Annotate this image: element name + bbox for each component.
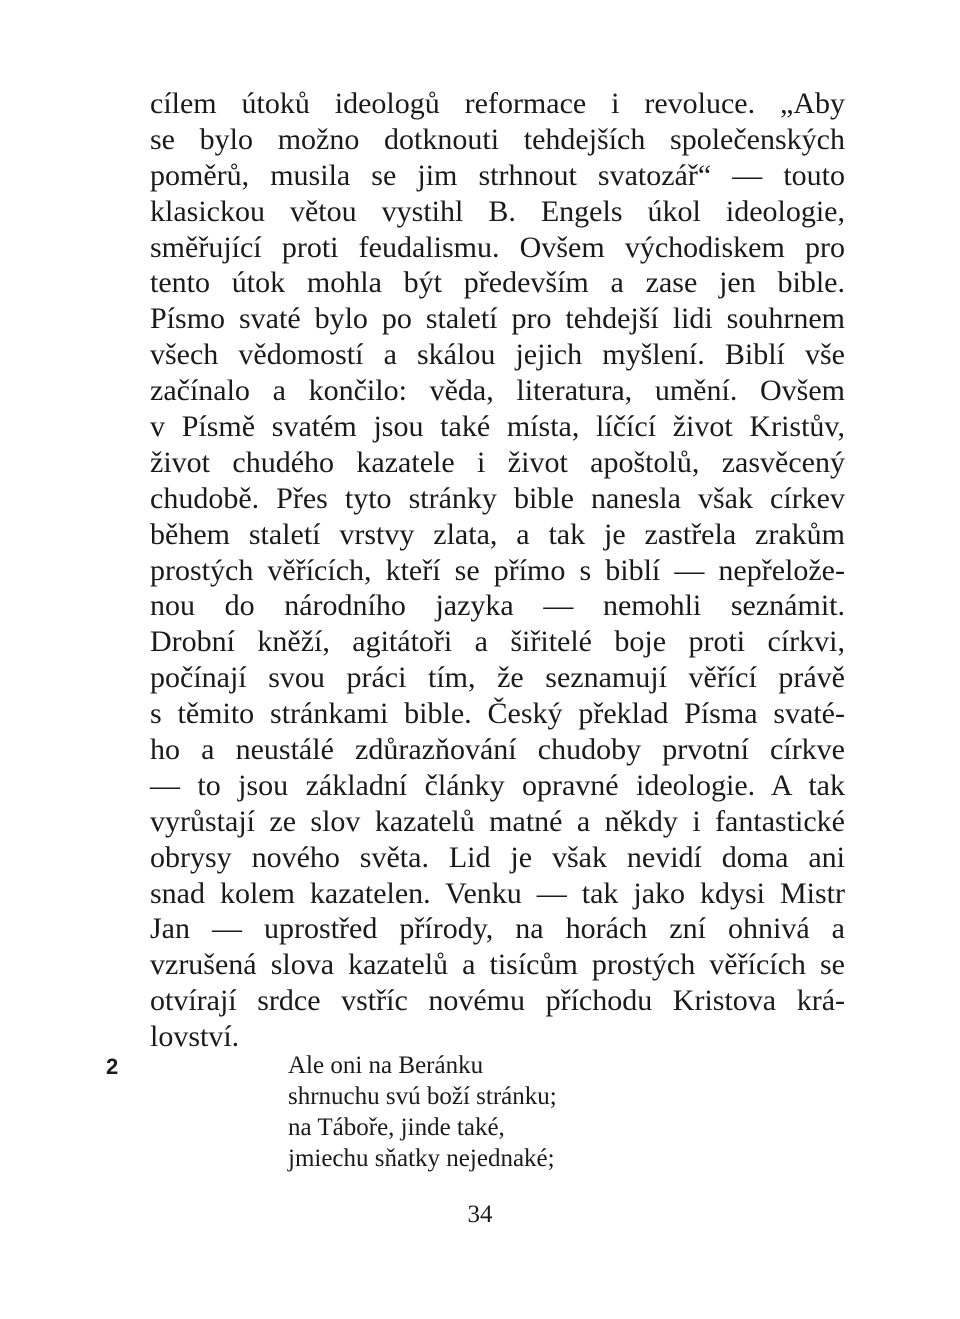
text-line: prostých věřících, kteří se přímo s biblí — nepřelože-	[150, 553, 845, 587]
text-line: počínají svou práci tím, že seznamují věřící právě	[150, 661, 845, 695]
text-line: cílem útoků ideologů reformace i revoluce. „Aby	[150, 87, 845, 120]
page-number: 34	[467, 1201, 493, 1228]
text-line: život chudého kazatele i život apoštolů, zasvěcený	[150, 445, 845, 479]
text-line: snad kolem kazatelen. Venku — tak jako kdysi Mistr	[150, 876, 845, 910]
text-line: chudobě. Přes tyto stránky bible nanesla však církev	[150, 481, 845, 515]
verse-line: shrnuchu svú boží stránku;	[288, 1083, 557, 1110]
text-line: Písmo svaté bylo po staletí pro tehdejší lidi souhrnem	[150, 302, 845, 336]
text-line: tento útok mohla být především a zase jen bible.	[150, 266, 845, 300]
body-text	[150, 86, 845, 1055]
text-line: otvírají srdce vstříc novému příchodu Kristova krá-	[150, 984, 845, 1018]
text-line: nou do národního jazyka — nemohli seznámit.	[150, 589, 845, 623]
text-line: v Písmě svatém jsou také místa, líčící život Kristův,	[150, 410, 845, 444]
verse-line: jmiechu sňatky nejednaké;	[288, 1145, 555, 1172]
text-line: poměrů, musila se jim strhnout svatozář“ — touto	[150, 158, 845, 192]
text-line: Jan — uprostřed přírody, na horách zní ohnivá a	[150, 912, 845, 946]
verse-marker: 2	[106, 1054, 119, 1079]
text-line: obrysy nového světa. Lid je však nevidí doma ani	[150, 840, 845, 874]
text-line: s těmito stránkami bible. Český překlad Písma svaté-	[150, 697, 845, 731]
text-line: začínalo a končilo: věda, literatura, umění. Ovšem	[150, 374, 845, 408]
text-line: lovství.	[150, 1020, 240, 1054]
text-line: ho a neustálé zdůrazňování chudoby prvotní církve	[150, 733, 845, 767]
text-line: směřující proti feudalismu. Ovšem východiskem pro	[150, 230, 845, 264]
verse-line: Ale oni na Beránku	[288, 1052, 484, 1079]
verse-line: na Táboře, jinde také,	[288, 1114, 505, 1141]
text-line: — to jsou základní články opravné ideologie. A tak	[150, 768, 845, 802]
text-line: během staletí vrstvy zlata, a tak je zastřela zrakům	[150, 517, 845, 551]
text-line: vyrůstají ze slov kazatelů matné a někdy i fantastické	[150, 804, 845, 838]
text-line: se bylo možno dotknouti tehdejších společenských	[150, 122, 845, 156]
text-line: vzrušená slova kazatelů a tisícům prostých věřících se	[150, 948, 845, 982]
verse-quote	[288, 1050, 557, 1174]
text-line: všech vědomostí a skálou jejich myšlení. Biblí vše	[150, 338, 845, 372]
text-line: klasickou větou vystihl B. Engels úkol ideologie,	[150, 194, 845, 228]
text-line: Drobní kněží, agitátoři a šiřitelé boje proti církvi,	[150, 625, 845, 659]
